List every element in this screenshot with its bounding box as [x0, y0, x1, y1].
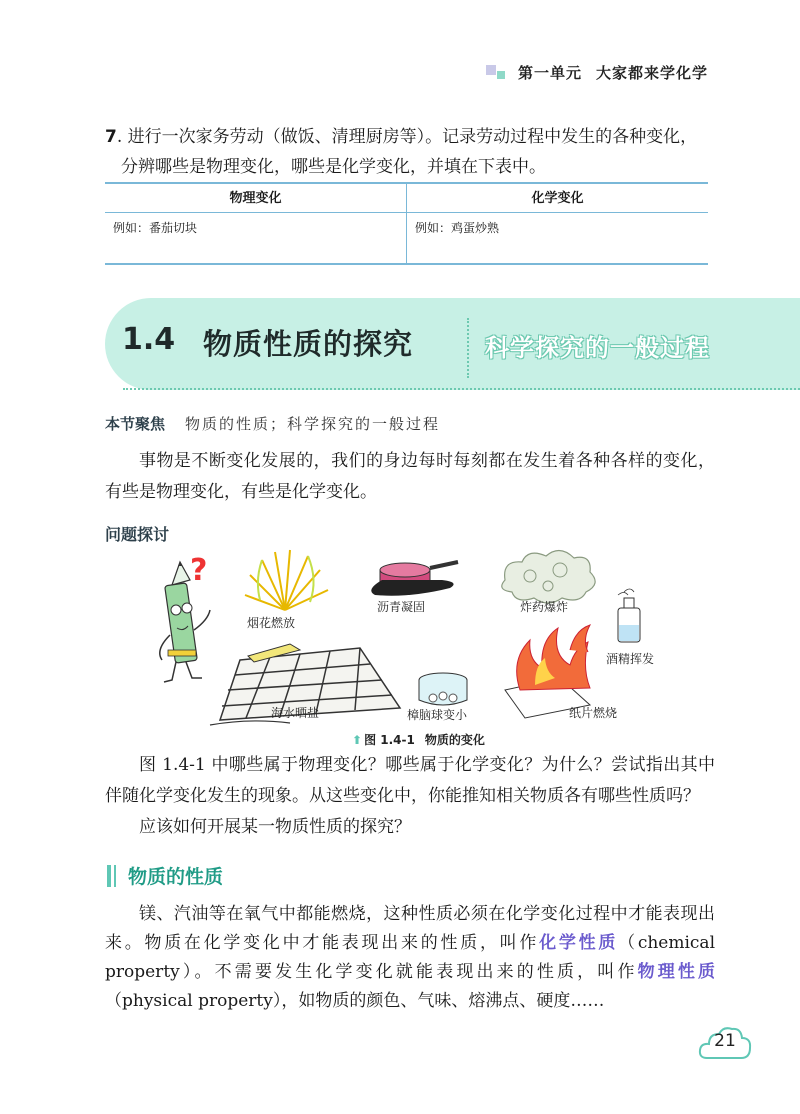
- label-camphor: 樟脑球变小: [407, 708, 468, 722]
- label-alcohol: 酒精挥发: [606, 652, 655, 666]
- subsection-heading: [107, 862, 223, 889]
- body-paragraph: 镁、汽油等在氧气中都能燃烧，这种性质必须在化学变化过程中才能表现出来。物质在化学变化中才能表现出来的性质，叫作化学性质（chemical property）。不需要发生化学变化就能表现出来的性质，叫作物理性质（physical property），如物质的颜色、气味、熔沸点、硬度……: [105, 904, 716, 1011]
- label-explosive: 炸药爆炸: [520, 600, 569, 614]
- header-physical-change: 物理变化: [229, 191, 282, 206]
- section-focus: [105, 413, 440, 434]
- asphalt-pot-icon: [371, 562, 458, 596]
- figure-illustration: [150, 540, 670, 730]
- figure-changes: [150, 540, 670, 730]
- alcohol-bottle-icon: [618, 589, 640, 642]
- section-banner: [105, 298, 800, 390]
- question-line-1: . 进行一次家务劳动（做饭、清理厨房等）。记录劳动过程中发生的各种变化，: [116, 127, 698, 147]
- figure-caption: [352, 731, 485, 748]
- arrow-up-icon: ⬆: [352, 733, 363, 747]
- figure-caption-text: 物质的变化: [424, 733, 485, 747]
- cell-physical-example[interactable]: 例如：番茄切块: [113, 221, 198, 235]
- section-title: 物质性质的探究: [203, 327, 414, 361]
- table-header: [105, 184, 708, 213]
- question-7: [105, 122, 715, 182]
- question-number: 7: [105, 127, 117, 147]
- subsection-title: 物质的性质: [128, 866, 224, 888]
- change-table: [105, 182, 708, 265]
- unit-title: 第一单元 大家都来学化学: [517, 64, 708, 82]
- figure-caption-number: 图 1.4-1: [364, 733, 415, 747]
- table-row: [105, 213, 708, 263]
- focus-label: 本节聚焦: [105, 415, 166, 433]
- camphor-dish-icon: [419, 673, 467, 705]
- running-header: [486, 62, 708, 83]
- question-line-2: 分辨哪些是物理变化，哪些是化学变化，并填在下表中。: [121, 157, 546, 177]
- header-chemical-change: 化学变化: [406, 184, 708, 212]
- section-subtitle: 科学探究的一般过程: [485, 334, 710, 362]
- header-squares-icon: [486, 65, 508, 81]
- focus-text: 物质的性质；科学探究的一般过程: [185, 415, 441, 433]
- discussion-paragraph: 图 1.4-1 中哪些属于物理变化？哪些属于化学变化？为什么？尝试指出其中伴随化学变化发生的现象。从这些变化中，你能推知相关物质各有哪些性质吗？ 应该如何开展某一物质性质的探究？: [105, 755, 715, 837]
- question-mark-icon: ?: [190, 553, 208, 588]
- discussion-label: 问题探讨: [105, 525, 170, 544]
- explosion-cloud-icon: [502, 550, 595, 603]
- label-paper: 纸片燃烧: [569, 706, 618, 720]
- section-number: 1.4: [122, 322, 176, 357]
- term-physical-property: 物理性质: [637, 962, 716, 982]
- fireworks-icon: [245, 550, 328, 610]
- label-fireworks: 烟花燃放: [247, 616, 296, 630]
- label-asphalt: 沥青凝固: [377, 600, 426, 614]
- intro-paragraph: 事物是不断变化发展的，我们的身边每时每刻都在发生着各种各样的变化，有些是物理变化，有些是化学变化。: [105, 451, 715, 502]
- cell-chemical-example[interactable]: 例如：鸡蛋炒熟: [406, 213, 708, 263]
- term-chemical-property: 化学性质: [539, 933, 619, 953]
- page-number: 21: [697, 1022, 753, 1062]
- label-salt: 海水晒盐: [271, 706, 320, 720]
